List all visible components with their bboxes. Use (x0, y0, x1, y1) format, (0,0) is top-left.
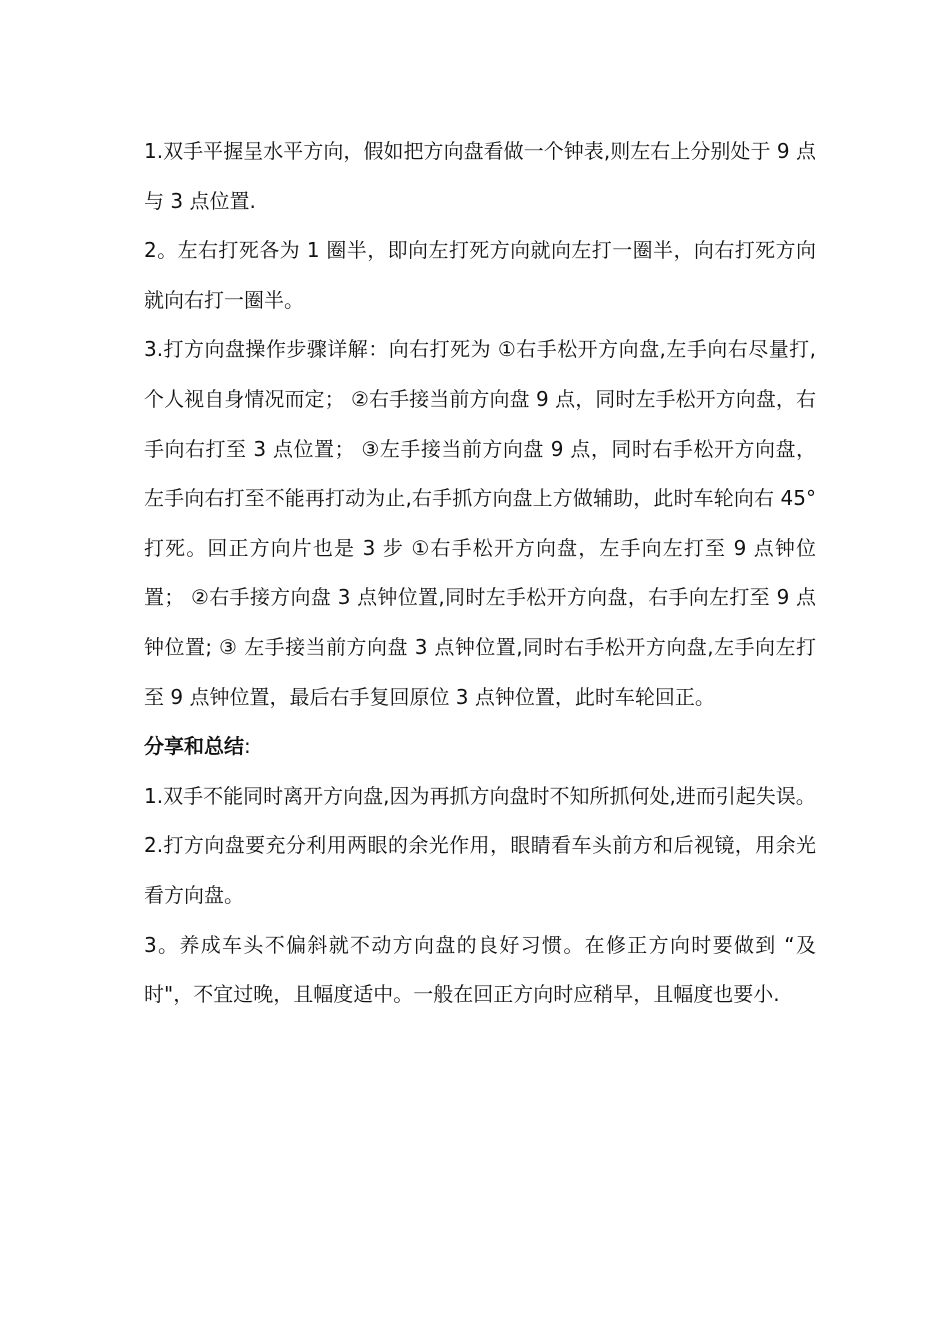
paragraph-hand-position: 1.双手平握呈水平方向，假如把方向盘看做一个钟表,则左右上分别处于 9 点与 3 点位置. (144, 139, 816, 213)
document-body (144, 127, 816, 1020)
paragraph-steering-habit: 3。养成车头不偏斜就不动方向盘的良好习惯。在修正方向时要做到 “及时"，不宜过晚，且幅度适中。一般在回正方向时应稍早，且幅度也要小. (144, 932, 816, 1007)
summary-heading-colon: : (244, 734, 251, 759)
paragraph-steering-steps: 3.打方向盘操作步骤详解：向右打死为 ①右手松开方向盘,左手向右尽量打,个人视自身情况而定； ②右手接当前方向盘 9 点，同时左手松开方向盘，右手向右打至 3 点位置； ③左手接当前方向盘 9 点，同时右手松开方向盘，左手向右打至不能再打动为止,右手抓方向盘上方做辅助，此时车轮向右 45°打死。回正方向片也是 3 步 ①右手松开方向盘，左手向左打至 9 点钟位置； ②右手接方向盘 3 点钟位置,同时左手松开方向盘，右手向左打至 9 点钟位置; ③ 左手接当前方向盘 3 点钟位置,同时右手松开方向盘,左手向左打至 9 点钟位置，最后右手复回原位 3 点钟位置，此时车轮回正。 (144, 337, 816, 709)
paragraph-both-hands: 1.双手不能同时离开方向盘,因为再抓方向盘时不知所抓何处,进而引起失误。 (144, 783, 816, 808)
paragraph-full-lock-turns: 2。左右打死各为 1 圈半，即向左打死方向就向左打一圈半，向右打死方向就向右打一圈半。 (144, 238, 816, 312)
summary-heading-title: 分享和总结 (144, 734, 244, 759)
paragraph-peripheral-vision: 2.打方向盘要充分利用两眼的余光作用，眼睛看车头前方和后视镜，用余光看方向盘。 (144, 833, 816, 907)
summary-heading (144, 722, 816, 772)
